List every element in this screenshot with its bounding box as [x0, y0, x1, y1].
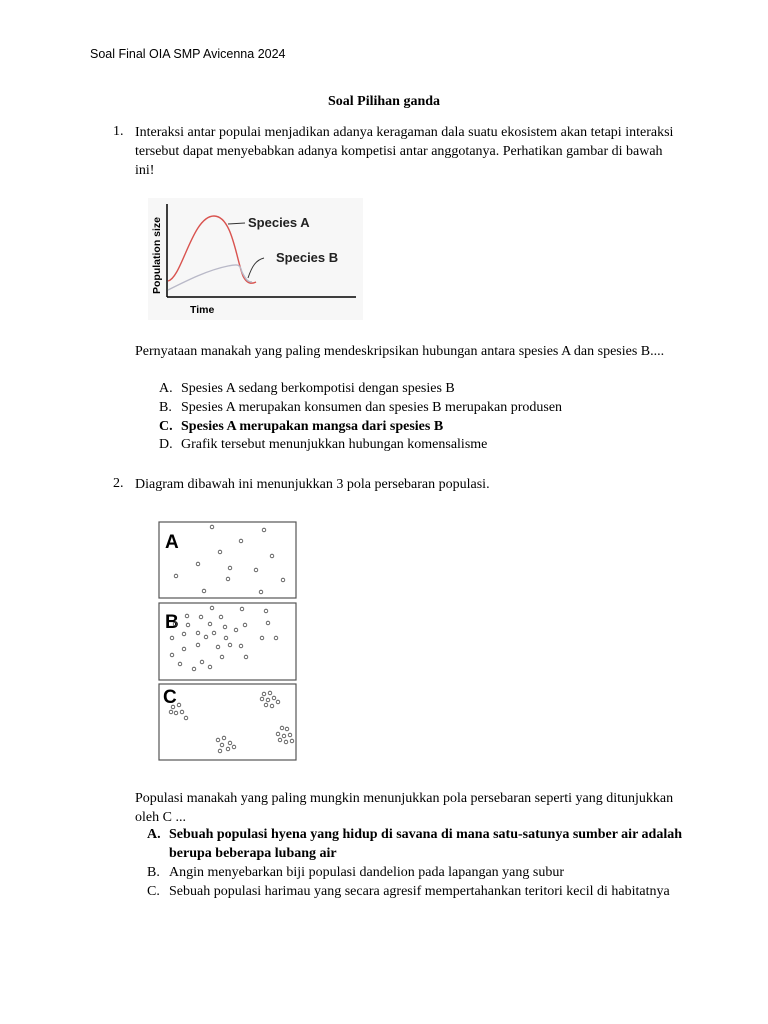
x-axis-label: Time — [190, 304, 215, 316]
option-text: Spesies A merupakan mangsa dari spesies B — [181, 419, 444, 434]
y-axis-label: Population size — [151, 216, 163, 294]
option-text: Spesies A merupakan konsumen dan spesies B merupakan produsen — [181, 400, 563, 415]
panel-a-frame — [159, 522, 296, 598]
question-1-prompt: Pernyataan manakah yang paling mendeskripsikan hubungan antara spesies A dan spesies B.... — [135, 344, 665, 359]
distribution-diagram — [158, 521, 298, 761]
option-letter: B. — [147, 865, 160, 880]
option-text: Sebuah populasi hyena yang hidup di savana di mana satu-satunya sumber air adalah berupa beberapa lubang air — [169, 827, 682, 861]
document-header: Soal Final OIA SMP Avicenna 2024 — [90, 47, 286, 61]
option-text: Grafik tersebut menunjukkan hubungan komensalisme — [181, 437, 488, 452]
option-text: Spesies A sedang berkompotisi dengan spesies B — [181, 381, 455, 396]
question-1-intro: Interaksi antar populai menjadikan adanya keragaman dala suatu ekosistem akan tetapi interaksi tersebut dapat menyebabkan adanya kompetisi antar anggotanya. Perhatikan gambar di bawah ini! — [135, 125, 674, 178]
question-2-number: 2. — [113, 476, 124, 491]
question-2-intro: Diagram dibawah ini menunjukkan 3 pola persebaran populasi. — [135, 477, 490, 492]
panel-b-label: B — [165, 612, 179, 633]
panel-c-label: C — [163, 687, 177, 708]
option-letter: A. — [147, 827, 161, 842]
option-letter: C. — [159, 419, 173, 434]
section-title: Soal Pilihan ganda — [327, 94, 441, 109]
panel-a-label: A — [165, 532, 179, 553]
option-letter: C. — [147, 884, 160, 899]
question-1-number: 1. — [113, 124, 124, 139]
species-a-label: Species A — [248, 215, 310, 230]
option-letter: B. — [159, 400, 172, 415]
option-letter: D. — [159, 437, 173, 452]
option-text: Angin menyebarkan biji populasi dandelion pada lapangan yang subur — [169, 865, 565, 880]
species-b-label: Species B — [276, 250, 339, 265]
panel-c-frame — [159, 684, 296, 760]
option-text: Sebuah populasi harimau yang secara agresif mempertahankan teritori kecil di habitatnya — [169, 884, 670, 899]
question-2-prompt: Populasi manakah yang paling mungkin menunjukkan pola persebaran seperti yang ditunjukkan oleh C ... — [135, 791, 674, 825]
option-letter: A. — [159, 381, 173, 396]
panel-b-frame — [159, 603, 296, 680]
population-graph — [148, 198, 363, 320]
